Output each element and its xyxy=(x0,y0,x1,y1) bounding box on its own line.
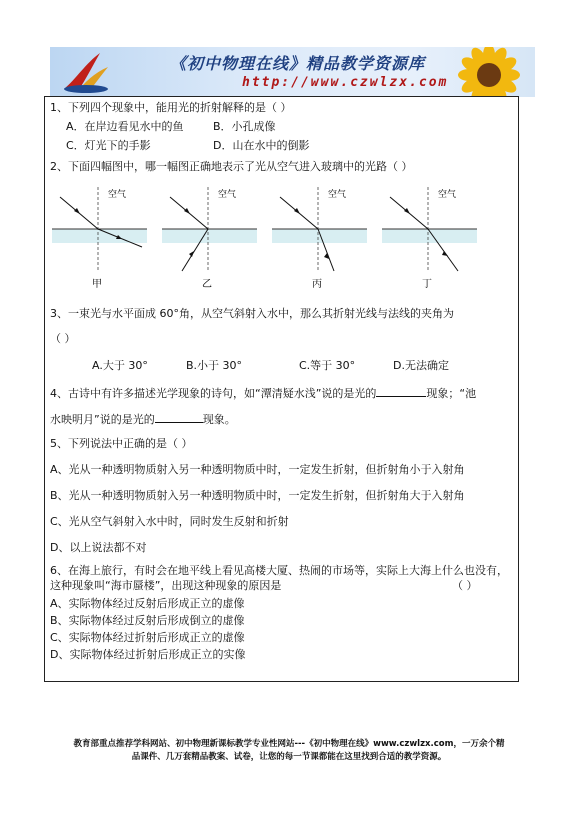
q1-option-d: D．山在水中的倒影 xyxy=(213,139,310,152)
q1-option-a: A．在岸边看见水中的鱼 xyxy=(66,120,184,133)
q5-option-a: A、光从一种透明物质射入另一种透明物质中时，一定发生折射，但折射角小于入射角 xyxy=(50,463,465,476)
q3-option-a: A.大于 30° xyxy=(92,359,148,372)
q5-stem: 5、下列说法中正确的是（ ） xyxy=(50,437,193,450)
q4-part3: 水映明月”说的是光的 xyxy=(50,413,155,426)
sunflower-icon xyxy=(445,47,529,97)
q6-option-a: A、实际物体经过反射后形成正立的虚像 xyxy=(50,597,245,610)
q6-option-c: C、实际物体经过折射后形成正立的虚像 xyxy=(50,631,245,644)
air-label-bing: 空气 xyxy=(328,190,347,200)
q3-stem: 3、一束光与水平面成 60°角，从空气斜射入水中，那么其折射光线与法线的夹角为 xyxy=(50,307,454,320)
figure-label-yi: 乙 xyxy=(202,279,212,290)
q1-option-c: C．灯光下的手影 xyxy=(66,139,151,152)
q4-part1: 4、古诗中有许多描述光学现象的诗句，如“潭清疑水浅”说的是光的 xyxy=(50,387,377,400)
page-footer xyxy=(44,738,534,764)
air-label-jia: 空气 xyxy=(108,190,127,200)
q3-option-b: B.小于 30° xyxy=(186,359,243,372)
q3-answer-paren: （ ） xyxy=(50,332,76,345)
q6-stem: 6、在海上旅行，有时会在地平线上看见高楼大厦、热闹的市场等，实际上大海上什么也没有，这种现象叫“海市蜃楼”，出现这种现象的原因是 xyxy=(50,564,508,592)
q4-line1 xyxy=(50,385,476,401)
header-banner xyxy=(50,47,535,97)
figure-label-jia: 甲 xyxy=(92,279,102,290)
q4-blank-1[interactable] xyxy=(376,385,426,397)
figure-ding xyxy=(382,187,477,290)
refraction-diagrams xyxy=(52,183,517,293)
q5-option-c: C、光从空气斜射入水中时，同时发生反射和折射 xyxy=(50,515,289,528)
footer-line-1: 教育部重点推荐学科网站、初中物理新课标教学专业性网站---《初中物理在线》www.czwlzx.com，一万余个精 xyxy=(73,739,505,749)
q6-option-d: D、实际物体经过折射后形成正立的实像 xyxy=(50,648,246,661)
banner-title: 《初中物理在线》精品教学资源库 xyxy=(170,54,426,73)
q3-option-d: D.无法确定 xyxy=(393,359,449,372)
figure-jia xyxy=(52,187,147,290)
q3-option-c: C.等于 30° xyxy=(299,359,356,372)
q1-option-b: B．小孔成像 xyxy=(213,120,276,133)
q1-stem: 1、下列四个现象中，能用光的折射解释的是（ ） xyxy=(50,101,292,114)
q5-option-b: B、光从一种透明物质射入另一种透明物质中时，一定发生折射，但折射角大于入射角 xyxy=(50,489,465,502)
site-logo-icon xyxy=(56,49,116,95)
q4-blank-2[interactable] xyxy=(155,411,203,423)
footer-line-2: 品课件、几万套精品教案、试卷，让您的每一节课都能在这里找到合适的教学资源。 xyxy=(131,752,447,762)
q5-option-d: D、以上说法都不对 xyxy=(50,541,147,554)
figure-label-ding: 丁 xyxy=(422,279,432,290)
q6-answer-paren: （ ） xyxy=(452,579,478,592)
banner-url: http://www.czwlzx.com xyxy=(242,75,449,90)
q4-part2: 现象；“池 xyxy=(426,387,477,400)
figure-label-bing: 丙 xyxy=(312,279,322,290)
figure-bing xyxy=(272,187,367,290)
air-label-yi: 空气 xyxy=(218,190,237,200)
figure-yi xyxy=(162,187,257,290)
q4-line2 xyxy=(50,411,236,427)
air-label-ding: 空气 xyxy=(438,190,457,200)
q2-stem: 2、下面四幅图中，哪一幅图正确地表示了光从空气进入玻璃中的光路（ ） xyxy=(50,160,413,173)
q4-part4: 现象。 xyxy=(202,413,236,426)
q6-option-b: B、实际物体经过反射后形成倒立的虚像 xyxy=(50,614,245,627)
